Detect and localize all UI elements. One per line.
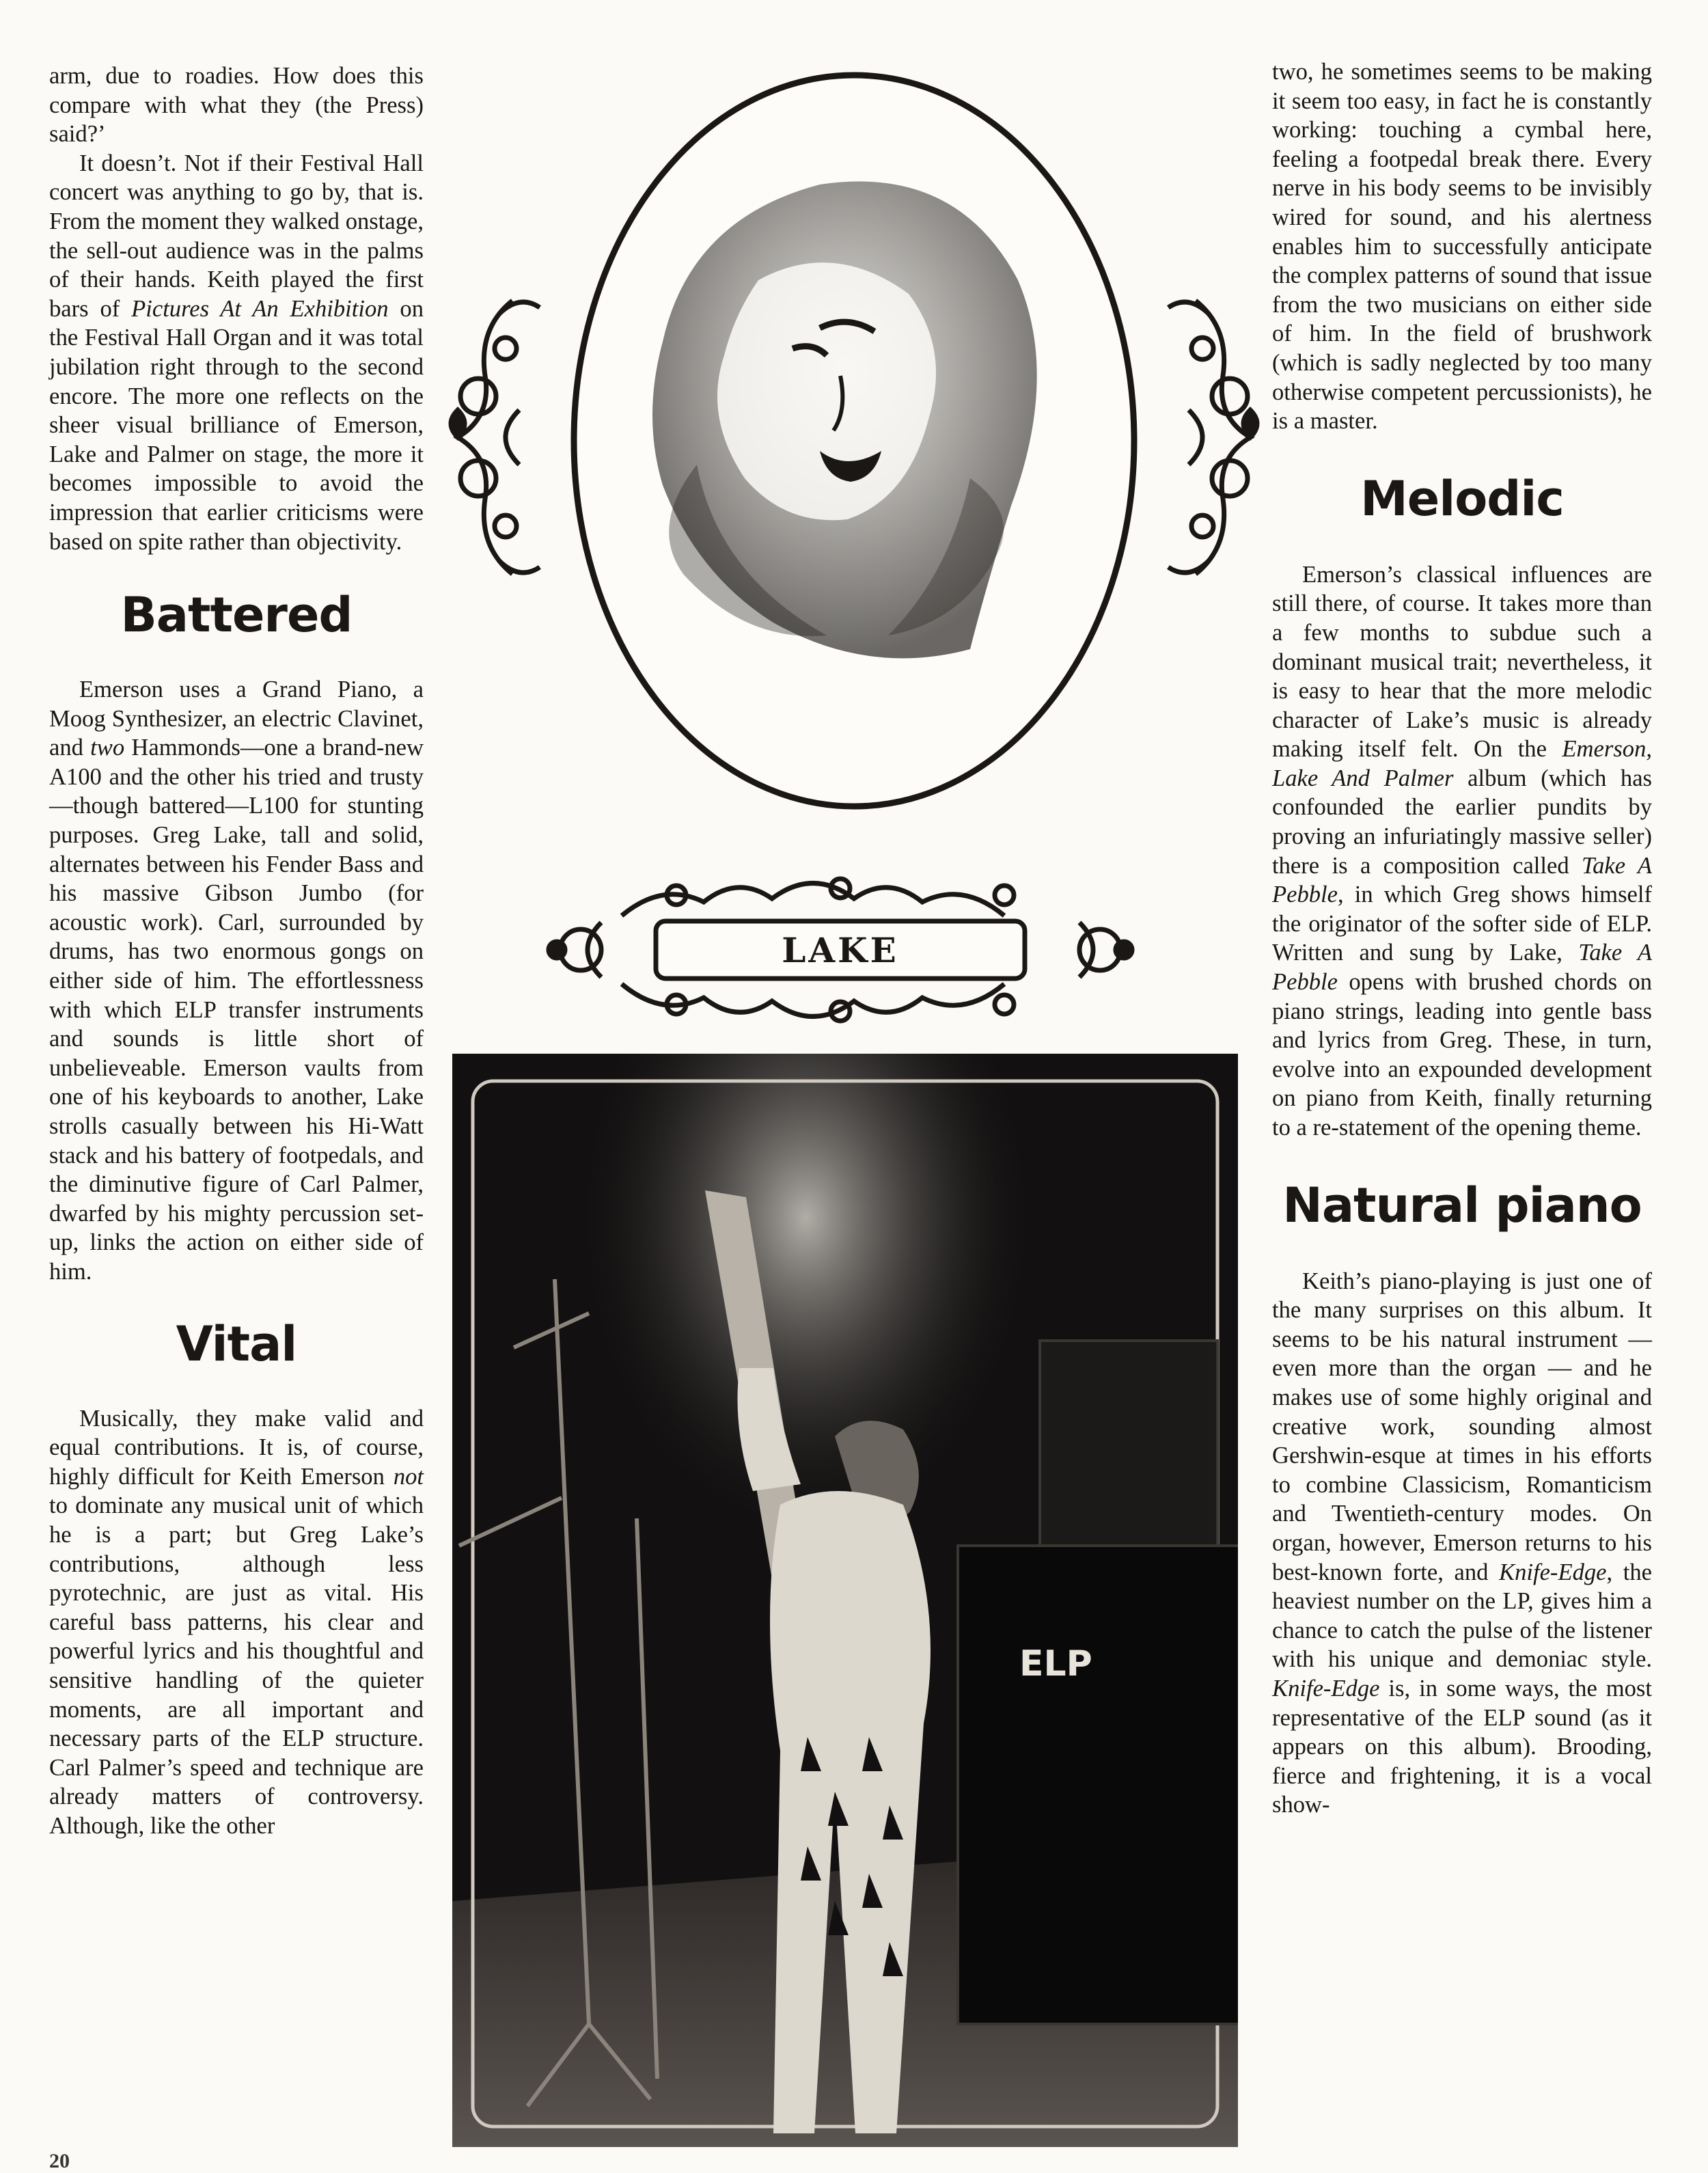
right-column <box>1272 57 1652 1820</box>
right-p3-song-2: Knife-Edge <box>1272 1675 1380 1702</box>
right-p2-text-a: Emerson’s classical influences are still there, of course. It takes more than a few months to subdue such a dominant musical trait; nevertheless, it is easy to hear that the more melodic character of Lake’s music is already making itself felt. On the <box>1272 561 1652 763</box>
amp-label: ELP <box>1019 1643 1092 1684</box>
right-paragraph-1: two, he sometimes seems to be making it seem too easy, in fact he is constantly working: touching a cymbal here, feeling a footpedal break there. Every nerve in his body seems to be invisibly wired for sound, and his alertness enables him to successfully anticipate the complex patterns of sound that issue from the two musicians on either side of him. In the field of brushwork (which is sadly neglected by too many otherwise competent percussionists), he is a master. <box>1272 59 1652 435</box>
left-p2-text-a: It doesn’t. Not if their Festival Hall concert was anything to go by, that is. From the moment they walked onstage, the sell-out audience was in the palms of their hands. Keith played the first bars of <box>49 150 424 322</box>
left-p3-emphasis: two <box>90 735 125 761</box>
page-number: 20 <box>49 2150 70 2172</box>
right-paragraph-2 <box>1272 560 1652 1143</box>
lake-banner <box>540 868 1141 1032</box>
heading-natural-piano: Natural piano <box>1282 1177 1642 1233</box>
concert-photo <box>452 1054 1238 2147</box>
right-scroll-ornament-icon <box>1168 301 1257 574</box>
right-p2-song-1: Take A Pebble <box>1272 852 1652 908</box>
face-portrait-drawing <box>652 182 1037 659</box>
right-p2-text-c: , in which Greg shows himself the originator of the softer side of ELP. Written and sung by Lake, <box>1272 882 1652 966</box>
right-p3-text-a: Keith’s piano-playing is just one of the many surprises on this album. It seems to be his natural instrument — even more than the organ — and he makes use of some highly original and creative work, sounding almost Gershwin-esque at times in his efforts to combine Classicism, Romanticism and Twentieth-century modes. On organ, however, Emerson returns to his best-known forte, and <box>1272 1268 1652 1585</box>
right-paragraph-3 <box>1272 1267 1652 1820</box>
right-p3-text-c: is, in some ways, the most representative of the ELP sound (as it appears on this album). Brooding, fierce and frightening, it is a vocal show- <box>1272 1675 1652 1818</box>
right-p2-song-2: Take A Pebble <box>1272 940 1652 996</box>
heading-battered: Battered <box>120 587 353 644</box>
left-paragraph-4 <box>49 1404 424 1841</box>
left-p2-text-b: on the Festival Hall Organ and it was total jubilation right through to the second encore. The more one reflects on the sheer visual brilliance of Emerson, Lake and Palmer on stage, the more it becomes impossible to avoid the impression that earlier criticisms were based on spite rather than objectivity. <box>49 295 424 555</box>
left-p3-text-b: Hammonds—one a brand-new A100 and the other his tried and trusty—though battered—L100 for stunting purposes. Greg Lake, tall and solid, alternates between his Fender Bass and his massive Gibson Jumbo (for acoustic work). Carl, surrounded by drums, has two enormous gongs on either side of him. The effortlessness with which ELP transfer instruments and sounds is little short of unbelieveable. Emerson vaults from one of his keyboards to another, Lake strolls casually between his Hi-Watt stack and his battery of footpedals, and the diminutive figure of Carl Palmer, dwarfed by his mighty percussion set-up, links the action on either side of him. <box>49 735 424 1285</box>
left-paragraph-3 <box>49 675 424 1286</box>
left-p4-text-a: Musically, they make valid and equal contributions. It is, of course, highly difficult for Keith Emerson <box>49 1405 424 1490</box>
right-p2-text-d: opens with brushed chords on piano strings, leading into gentle bass and lyrics from Greg. These, in turn, evolve into an expounded development on piano from Keith, finally returning to a re-statement of the opening theme. <box>1272 969 1652 1140</box>
left-p4-emphasis: not <box>393 1463 424 1490</box>
right-p2-text-b: album (which has confounded the earlier pundits by proving an infuriatingly massive seller) there is a composition called <box>1272 765 1652 879</box>
left-p3-text-a: Emerson uses a Grand Piano, a Moog Synthesizer, an electric Clavinet, and <box>49 676 424 761</box>
heading-vital: Vital <box>176 1315 297 1372</box>
banner-label: LAKE <box>782 930 899 970</box>
left-paragraph-2 <box>49 149 424 556</box>
left-p4-text-b: to dominate any musical unit of which he is a part; but Greg Lake’s contributions, although less pyrotechnic, are just as vital. His careful bass patterns, his clear and powerful lyrics and his thoughtful and sensitive handling of the quieter moments, are all important and necessary parts of the ELP structure. Carl Palmer’s speed and technique are already matters of controversy. Although, like the other <box>49 1492 424 1839</box>
left-scroll-ornament-icon <box>451 301 540 574</box>
right-p3-song-1: Knife-Edge <box>1499 1559 1607 1585</box>
right-p3-text-b: , the heaviest number on the LP, gives him a chance to catch the pulse of the listener with his unique and demoniac style. <box>1272 1559 1652 1673</box>
left-column <box>49 62 424 1840</box>
heading-melodic: Melodic <box>1360 470 1564 527</box>
left-paragraph-1: arm, due to roadies. How does this compare with what they (the Press) said?’ <box>49 63 424 148</box>
right-p2-album: Emerson, Lake And Palmer <box>1272 736 1652 791</box>
oval-portrait-illustration <box>437 55 1271 840</box>
left-p2-title: Pictures At An Exhibition <box>131 295 389 322</box>
